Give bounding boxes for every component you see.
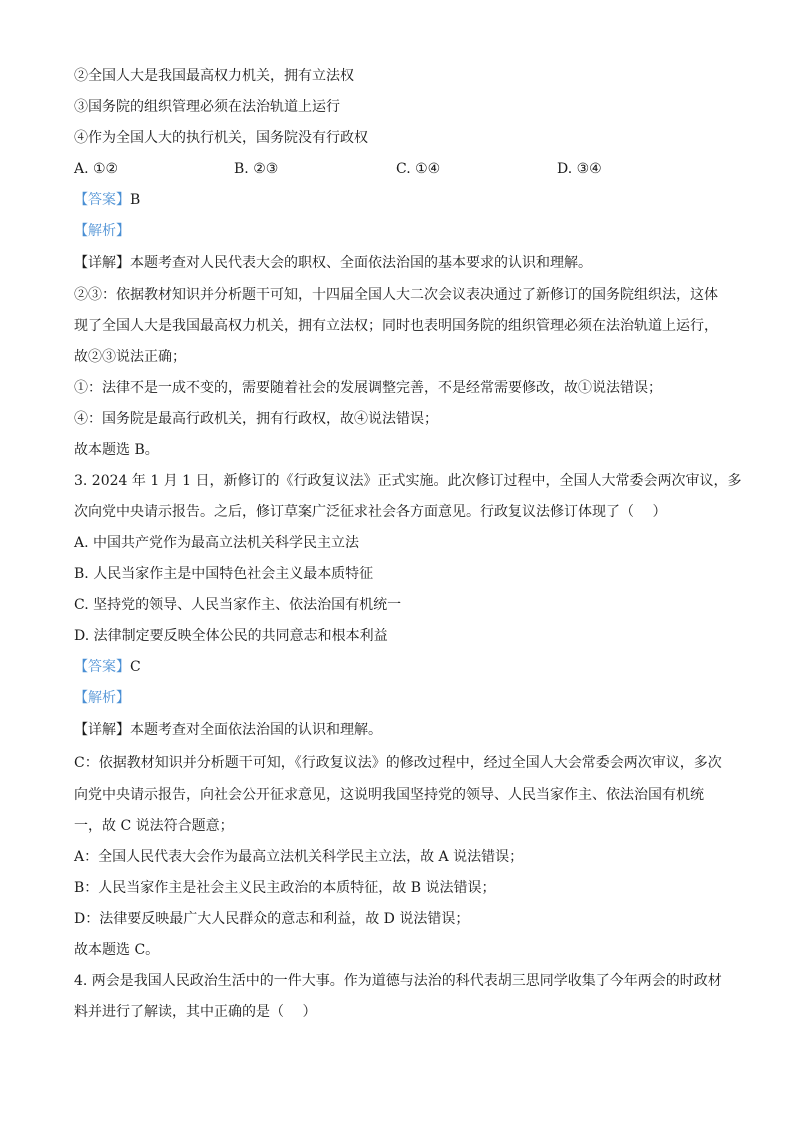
q3-answer	[74, 657, 141, 677]
q2-answer	[74, 190, 140, 210]
q2-explanation-line-2: 现了全国人大是我国最高权力机关，拥有立法权；同时也表明国务院的组织管理必须在法治轨道上运行，	[74, 318, 718, 334]
q3-stem-line-2: 次向党中央请示报告。之后，修订草案广泛征求社会各方面意见。行政复议法修订体现了（ ）	[74, 504, 667, 520]
q3-detail	[74, 720, 382, 740]
q2-option-b: B. ②③	[234, 161, 279, 177]
q3-option-d: D. 法律制定要反映全体公民的共同意志和根本利益	[74, 628, 388, 644]
q4-stem-line-1: 4. 两会是我国人民政治生活中的一件大事。作为道德与法治的科代表胡三思同学收集了今年两会的时政材	[74, 973, 722, 989]
q3-analysis-heading	[74, 688, 130, 708]
q2-detail	[74, 253, 592, 273]
q3-explanation-line-6: D：法律要反映最广大人民群众的意志和利益，故 D 说法错误；	[74, 911, 470, 927]
answer-value: B	[130, 192, 141, 208]
q2-conclusion: 故本题选 B。	[74, 442, 159, 458]
q3-stem-line-1: 3. 2024 年 1 月 1 日，新修订的《行政复议法》正式实施。此次修订过程中，全国人大常委会两次审议，多	[74, 473, 742, 489]
q2-explanation-line-3: 故②③说法正确；	[74, 349, 186, 365]
detail-text: 本题考查对全面依法治国的认识和理解。	[130, 722, 382, 738]
q2-explanation-line-4: ①：法律不是一成不变的，需要随着社会的发展调整完善，不是经常需要修改，故①说法错误；	[74, 380, 662, 396]
q3-conclusion: 故本题选 C。	[74, 942, 160, 958]
q2-statement-4: ④作为全国人大的执行机关，国务院没有行政权	[74, 130, 368, 146]
detail-tag: 【详解】	[74, 255, 130, 271]
q2-explanation-line-1: ②③：依据教材知识并分析题干可知，十四届全国人大二次会议表决通过了新修订的国务院组织法，这体	[74, 287, 718, 303]
analysis-tag: 【解析】	[74, 690, 130, 706]
q3-option-a: A. 中国共产党作为最高立法机关科学民主立法	[74, 535, 360, 551]
detail-tag: 【详解】	[74, 722, 130, 738]
q2-option-a: A. ①②	[74, 161, 119, 177]
q3-explanation-line-5: B：人民当家作主是社会主义民主政治的本质特征，故 B 说法错误；	[74, 880, 496, 896]
q3-option-b: B. 人民当家作主是中国特色社会主义最本质特征	[74, 566, 374, 582]
analysis-tag: 【解析】	[74, 223, 130, 239]
q2-statement-2: ②全国人大是我国最高权力机关，拥有立法权	[74, 68, 354, 84]
answer-tag: 【答案】	[74, 192, 130, 208]
q3-explanation-line-4: A：全国人民代表大会作为最高立法机关科学民主立法，故 A 说法错误；	[74, 849, 524, 865]
q3-option-c: C. 坚持党的领导、人民当家作主、依法治国有机统一	[74, 597, 402, 613]
q2-statement-3: ③国务院的组织管理必须在法治轨道上运行	[74, 99, 340, 115]
q3-explanation-line-2: 向党中央请示报告，向社会公开征求意见，这说明我国坚持党的领导、人民当家作主、依法治国有机统	[74, 787, 704, 803]
q2-option-c: C. ①④	[396, 161, 441, 177]
q3-explanation-line-1: C：依据教材知识并分析题干可知，《行政复议法》的修改过程中，经过全国人大会常委会两次审议，多次	[74, 755, 722, 771]
answer-value: C	[130, 659, 141, 675]
q2-explanation-line-5: ④：国务院是最高行政机关，拥有行政权，故④说法错误；	[74, 411, 438, 427]
answer-tag: 【答案】	[74, 659, 130, 675]
detail-text: 本题考查对人民代表大会的职权、全面依法治国的基本要求的认识和理解。	[130, 255, 592, 271]
q2-analysis-heading	[74, 221, 130, 241]
q3-explanation-line-3: 一，故 C 说法符合题意；	[74, 818, 234, 834]
q2-option-d: D. ③④	[557, 161, 602, 177]
q4-stem-line-2: 料并进行了解读，其中正确的是（ ）	[74, 1004, 317, 1020]
